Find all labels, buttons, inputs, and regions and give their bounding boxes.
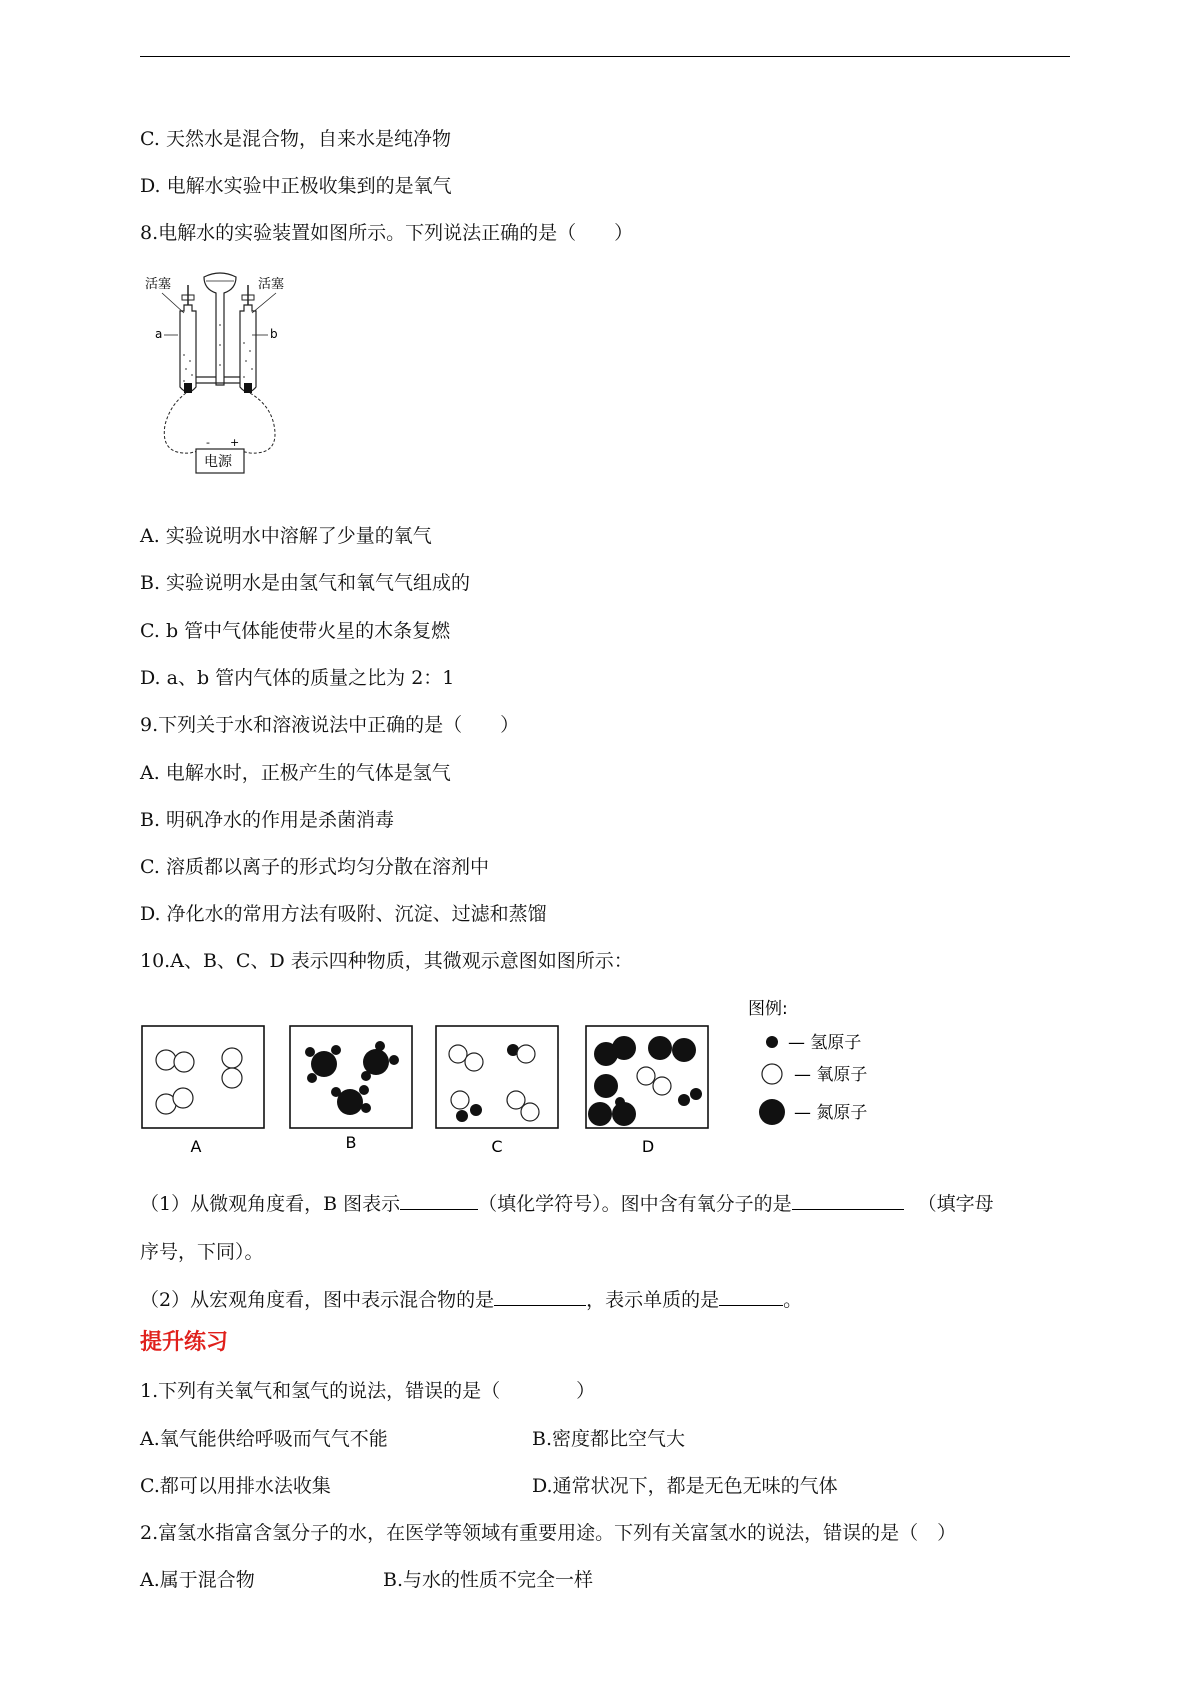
q10-p1-text-a: （1）从微观角度看，B 图表示 bbox=[140, 1193, 401, 1215]
q10-p2-text-c: 。 bbox=[783, 1289, 803, 1311]
box-c bbox=[436, 1026, 558, 1156]
q10-p1-blank-2[interactable] bbox=[792, 1191, 904, 1210]
u1-option-c: C.都可以用排水法收集 bbox=[140, 1475, 331, 1497]
header-rule bbox=[140, 56, 1070, 57]
fig-label-minus: - bbox=[206, 436, 210, 449]
box-b-label: B bbox=[345, 1133, 357, 1152]
q9-stem: 9.下列关于水和溶液说法中正确的是（ ） bbox=[140, 714, 520, 736]
u1-option-a: A.氧气能供给呼吸而气气不能 bbox=[140, 1428, 388, 1450]
q8-option-b: B. 实验说明水是由氢气和氧气气组成的 bbox=[140, 572, 471, 594]
box-c-label: C bbox=[491, 1137, 503, 1156]
q8-stem: 8.电解水的实验装置如图所示。下列说法正确的是（ ） bbox=[140, 222, 634, 244]
q10-p2-text-a: （2）从宏观角度看，图中表示混合物的是 bbox=[140, 1289, 495, 1311]
u1-option-b: B.密度都比空气大 bbox=[532, 1428, 686, 1450]
q10-p2-text-b: ，表示单质的是 bbox=[586, 1289, 720, 1311]
fig-label-left: 活塞 bbox=[145, 277, 172, 292]
q8-option-a: A. 实验说明水中溶解了少量的氧气 bbox=[140, 525, 432, 547]
q8-option-d: D. a、b 管内气体的质量之比为 2：1 bbox=[140, 667, 455, 689]
q9-option-d: D. 净化水的常用方法有吸附、沉淀、过滤和蒸馏 bbox=[140, 903, 547, 925]
legend-oxygen-dot bbox=[762, 1064, 782, 1084]
q10-stem: 10.A、B、C、D 表示四种物质，其微观示意图如图所示： bbox=[140, 950, 633, 972]
q10-p1-text-b: （填化学符号）。图中含有氧分子的是 bbox=[478, 1193, 792, 1215]
u1-stem: 1.下列有关氧气和氢气的说法，错误的是（ ） bbox=[140, 1380, 596, 1402]
legend bbox=[748, 999, 867, 1125]
u2-option-b: B.与水的性质不完全一样 bbox=[383, 1569, 594, 1591]
legend-nitrogen-dot bbox=[759, 1099, 785, 1125]
fig-label-b: b bbox=[270, 327, 278, 341]
q10-part2 bbox=[140, 1287, 802, 1312]
fig-label-plus: + bbox=[230, 436, 240, 449]
q9-option-b: B. 明矾净水的作用是杀菌消毒 bbox=[140, 809, 395, 831]
u2-stem: 2.富氢水指富含氢分子的水，在医学等领域有重要用途。下列有关富氢水的说法，错误的是（ ） bbox=[140, 1522, 957, 1544]
u1-option-d: D.通常状况下，都是无色无味的气体 bbox=[532, 1475, 838, 1497]
q8-option-c: C. b 管中气体能使带火星的木条复燃 bbox=[140, 620, 451, 642]
legend-hydrogen: — 氢原子 bbox=[788, 1033, 862, 1053]
box-b bbox=[290, 1026, 412, 1152]
legend-title: 图例: bbox=[748, 999, 788, 1019]
fig-label-a: a bbox=[155, 327, 163, 341]
section-heading: 提升练习 bbox=[140, 1330, 229, 1355]
legend-hydrogen-dot bbox=[766, 1036, 778, 1048]
electrolysis-apparatus-figure bbox=[140, 265, 310, 505]
box-a bbox=[142, 1026, 264, 1156]
q10-p1-text-c: （填字母 bbox=[917, 1193, 994, 1215]
q10-particle-diagrams bbox=[140, 990, 900, 1160]
q10-part1-line2: 序号，下同）。 bbox=[140, 1241, 264, 1263]
fig-label-right: 活塞 bbox=[258, 277, 285, 292]
legend-nitrogen: — 氮原子 bbox=[794, 1103, 868, 1123]
q7-option-d: D. 电解水实验中正极收集到的是氧气 bbox=[140, 175, 452, 197]
q9-option-a: A. 电解水时，正极产生的气体是氢气 bbox=[140, 762, 451, 784]
q10-p2-blank-2[interactable] bbox=[719, 1287, 783, 1306]
u2-option-a: A.属于混合物 bbox=[140, 1569, 255, 1591]
q10-part1-line1 bbox=[140, 1191, 994, 1216]
box-d bbox=[586, 1026, 708, 1156]
q9-option-c: C. 溶质都以离子的形式均匀分散在溶剂中 bbox=[140, 856, 489, 878]
legend-oxygen: — 氧原子 bbox=[794, 1065, 868, 1085]
box-d-label: D bbox=[641, 1137, 655, 1156]
q10-p2-blank-1[interactable] bbox=[494, 1287, 586, 1306]
q7-option-c: C. 天然水是混合物，自来水是纯净物 bbox=[140, 128, 451, 150]
fig-power-label: 电源 bbox=[204, 454, 232, 470]
box-a-label: A bbox=[190, 1137, 202, 1156]
q10-p1-blank-1[interactable] bbox=[400, 1191, 478, 1210]
